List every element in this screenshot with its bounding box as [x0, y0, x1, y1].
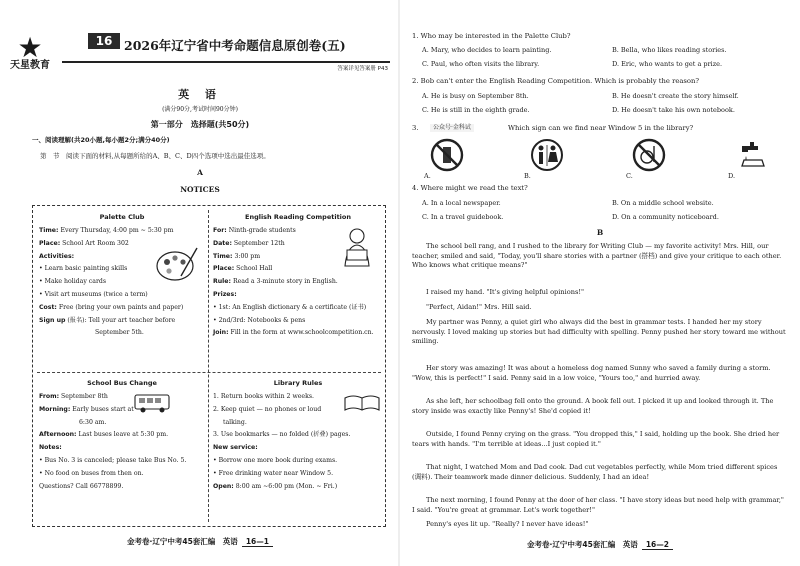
question-2: 2. Bob can't enter the English Reading Competition. Which is probably the reason? — [412, 77, 700, 85]
question-4: 4. Where might we read the text? — [412, 184, 528, 192]
field-value: Free (bring your own paints and paper) — [58, 303, 184, 311]
field-key: Time: — [213, 252, 233, 260]
field-value: September 12th — [233, 239, 285, 247]
field-value: September 8th — [61, 393, 108, 401]
option: B. He doesn't create the story himself. — [612, 92, 739, 100]
field-key: Morning: — [39, 405, 71, 413]
field-value: 8:00 am ~6:00 pm (Mon. ~ Fri.) — [235, 482, 338, 490]
field-key: Join: — [213, 329, 229, 337]
list-item: • Bus No. 3 is canceled; please take Bus No. 5. — [39, 457, 187, 465]
question-1: 1. Who may be interested in the Palette Club? — [412, 32, 571, 40]
title-rule — [62, 61, 390, 63]
notices-box — [32, 205, 386, 527]
list-item: • Learn basic painting skills — [39, 265, 128, 273]
passage-paragraph: Her story was amazing! It was about a homeless dog named Sunny who saved a family during a storm. "Wow, this is perfect!" I said. Penny said in a low voice, "Yours too," and hurried away. — [412, 364, 771, 382]
bus-icon — [133, 392, 173, 414]
passage-paragraph: As she left, her schoolbag fell onto the ground. A book fell out. I picked it up and looked through it. The story inside was exactly like Penny's! She'd copied it! — [412, 397, 774, 415]
option: B. On a middle school website. — [612, 199, 714, 207]
option: D. Eric, who wants to get a prize. — [612, 60, 723, 68]
watermark: 公众号·金科试 — [430, 124, 474, 132]
sign-option-label: D. — [728, 172, 736, 180]
field-value: (报名): Tell your art teacher before — [67, 316, 176, 324]
notice-title: Library Rules — [273, 379, 323, 387]
field-key: Sign up — [39, 316, 66, 324]
no-food-sign-icon — [632, 138, 666, 172]
passage-paragraph: Outside, I found Penny crying on the grass. "You dropped this," I said, holding up the book. She dried her tears with hands. "I'm terrible at ideas...I just copied it." — [412, 430, 780, 448]
section-heading: 一、阅读理解(共20小题,每小题2分;满分40分) — [32, 136, 170, 144]
field-key: New service: — [213, 444, 258, 452]
exam-meta: (满分90分,考试时间90分钟) — [162, 106, 238, 113]
passage-paragraph: "Perfect, Aidan!" Mrs. Hill said. — [426, 303, 532, 311]
part-heading: 第一部分 选择题(共50分) — [150, 120, 250, 129]
instruction-text: 第 节 阅读下面的材料,从每题所给的A、B、C、D四个选项中选出最佳选项。 — [40, 152, 270, 160]
notice-title: Palette Club — [99, 213, 145, 221]
field-key: Place: — [213, 265, 235, 273]
list-item: • Make holiday cards — [39, 278, 107, 286]
field-key: Cost: — [39, 303, 57, 311]
field-key: Rule: — [213, 278, 231, 286]
contact-line: Questions? Call 66778899. — [39, 482, 124, 490]
list-item: • 2nd/3rd: Notebooks & pens — [213, 316, 306, 324]
notices-heading: NOTICES — [180, 185, 220, 194]
school-bus-notice — [39, 378, 205, 494]
tianxing-logo — [10, 31, 50, 71]
field-value: Last buses leave at 5:30 pm. — [78, 431, 169, 439]
field-value: September 5th. — [95, 329, 144, 337]
field-key: Activities: — [39, 252, 75, 260]
field-key: Date: — [213, 239, 232, 247]
notice-title: English Reading Competition — [245, 213, 351, 221]
rule-item: 2. Keep quiet — no phones or loud — [213, 405, 322, 413]
notice-title: School Bus Change — [87, 379, 157, 387]
footer-text: 金考卷·辽宁中考45套汇编 英语 — [527, 540, 638, 549]
option: A. Mary, who decides to learn painting. — [422, 46, 552, 54]
list-item: • Borrow one more book during exams. — [213, 457, 338, 465]
field-key: For: — [213, 227, 227, 235]
passage-paragraph: The school bell rang, and I rushed to the library for Writing Club — my favorite activity! Mrs. Hill, our teacher, smiled and said, "Today, you'll share stories with a partner (搭档) and give your critique to each other. Who knows what critique means?" — [412, 242, 782, 270]
star-icon: ★ — [17, 31, 43, 64]
field-key: Place: — [39, 239, 61, 247]
list-item: • No food on buses from then on. — [39, 469, 144, 477]
drinking-water-sign-icon — [736, 138, 770, 172]
passage-paragraph: My partner was Penny, a quiet girl who always did the best in grammar tests. I handed her my story nervously. I loved making up stories but had difficulty with spelling. Penny pushed her story toward me without smiling. — [412, 318, 786, 346]
field-value: 3:00 pm — [234, 252, 261, 260]
row-divider — [37, 372, 381, 373]
page-footer — [400, 540, 800, 550]
option: B. Bella, who likes reading stories. — [612, 46, 727, 54]
option: A. He is busy on September 8th. — [422, 92, 529, 100]
answer-reference: 答案详见答案册 P43 — [337, 66, 388, 72]
page-footer — [0, 537, 400, 547]
subject-heading: 英 语 — [178, 88, 222, 101]
field-value: School Art Room 302 — [62, 239, 129, 247]
reader-icon — [337, 226, 377, 268]
option: D. He doesn't take his own notebook. — [612, 106, 735, 114]
page-number: 16—1 — [242, 537, 273, 547]
field-value: 6:30 am. — [79, 418, 107, 426]
field-key: Prizes: — [213, 291, 237, 299]
field-key: From: — [39, 393, 60, 401]
field-value: Every Thursday, 4:00 pm ~ 5:30 pm — [60, 227, 174, 235]
brand-name: 天星教育 — [10, 60, 50, 71]
open-book-icon — [343, 392, 381, 414]
column-divider — [208, 210, 209, 522]
field-value: Read a 3-minute story in English. — [232, 278, 338, 286]
sign-option-label: C. — [626, 172, 633, 180]
question-3-number: 3. — [412, 124, 419, 132]
rule-item: 3. Use bookmarks — no folded (折叠) pages. — [213, 431, 351, 439]
list-item: • 1st: An English dictionary & a certificate (证书) — [213, 303, 367, 311]
field-key: Open: — [213, 482, 234, 490]
restroom-sign-icon — [530, 138, 564, 172]
field-value: School Hall — [236, 265, 273, 273]
passage-paragraph: I raised my hand. "It's giving helpful opinions!" — [426, 288, 585, 296]
passage-paragraph: The next morning, I found Penny at the door of her class. "I have story ideas but need help with grammar," I said. "You're great at grammar. Let's work together!" — [412, 496, 784, 514]
paper-number-tag: 16 — [88, 33, 120, 49]
sign-option-label: B. — [524, 172, 531, 180]
field-key: Time: — [39, 227, 59, 235]
field-value: Fill in the form at www.schoolcompetition.cn. — [230, 329, 374, 337]
passage-label-b: B — [596, 228, 604, 237]
page-number: 16—2 — [642, 540, 673, 550]
passage-paragraph: Penny's eyes lit up. "Really? I never have ideas!" — [426, 520, 589, 528]
list-item: • Visit art museums (twice a term) — [39, 291, 148, 299]
sign-option-label: A. — [424, 172, 431, 180]
no-eating-sign-icon — [430, 138, 464, 172]
rule-item: 1. Return books within 2 weeks. — [213, 393, 314, 401]
list-item: • Free drinking water near Window 5. — [213, 469, 334, 477]
field-key: Afternoon: — [39, 431, 77, 439]
question-3: Which sign can we find near Window 5 in the library? — [508, 124, 694, 132]
field-value: Early buses start at — [72, 405, 134, 413]
passage-label-a: A — [197, 168, 203, 177]
footer-text: 金考卷·辽宁中考45套汇编 英语 — [127, 537, 238, 546]
passage-paragraph: That night, I watched Mom and Dad cook. Dad cut vegetables perfectly, while Mom tried different spices (调料). Their teamwork made dinner delicious. Suddenly, I had an idea! — [412, 463, 778, 481]
paper-title: 2026年辽宁省中考命题信息原创卷(五) — [124, 38, 346, 53]
option: A. In a local newspaper. — [422, 199, 501, 207]
field-key: Notes: — [39, 444, 62, 452]
field-value: Ninth-grade students — [228, 227, 296, 235]
right-page — [400, 0, 800, 566]
option: D. On a community noticeboard. — [612, 213, 719, 221]
rule-item: talking. — [223, 418, 247, 426]
option: C. Paul, who often visits the library. — [422, 60, 540, 68]
palette-icon — [155, 244, 199, 284]
option: C. In a travel guidebook. — [422, 213, 504, 221]
option: C. He is still in the eighth grade. — [422, 106, 530, 114]
